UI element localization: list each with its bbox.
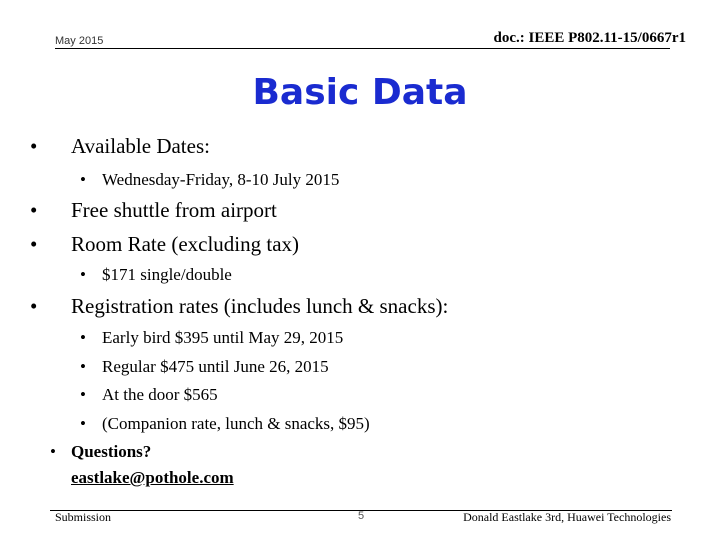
footer-submission: Submission [55, 510, 112, 524]
footer-author: Donald Eastlake 3rd, Huawei Technologies [463, 510, 671, 524]
bullet-text: Registration rates (includes lunch & snacks): [71, 294, 449, 318]
bullet-marker: • [30, 232, 38, 256]
header-doc-id: doc.: IEEE P802.11-15/0667r1 [493, 30, 686, 46]
bullet-text: $171 single/double [102, 265, 232, 284]
bullet-marker: • [30, 198, 38, 222]
bullet-text: Wednesday-Friday, 8-10 July 2015 [102, 170, 340, 189]
bullet-text: Available Dates: [71, 134, 210, 158]
contact-email-line [71, 468, 234, 488]
bullet-text: Free shuttle from airport [71, 198, 277, 222]
bullet-marker: • [50, 442, 56, 461]
header-date: May 2015 [55, 35, 104, 47]
bullet-marker: • [80, 170, 86, 189]
header-divider [55, 48, 670, 49]
footer-page-number: 5 [358, 510, 365, 522]
bullet-marker: • [80, 414, 86, 433]
slide-title: Basic Data [252, 72, 468, 113]
bullet-text: Early bird $395 until May 29, 2015 [102, 328, 344, 347]
contact-email-link[interactable]: eastlake@pothole.com [71, 468, 234, 487]
bullet-marker: • [80, 385, 86, 404]
bullet-marker: • [80, 265, 86, 284]
bullet-text: Questions? [71, 442, 152, 461]
bullet-marker: • [80, 357, 86, 376]
bullet-marker: • [30, 294, 38, 318]
bullet-text: At the door $565 [102, 385, 218, 404]
bullet-text: (Companion rate, lunch & snacks, $95) [102, 414, 370, 433]
bullet-marker: • [80, 328, 86, 347]
bullet-marker: • [30, 134, 38, 158]
bullet-text: Room Rate (excluding tax) [71, 232, 300, 256]
bullet-text: Regular $475 until June 26, 2015 [102, 357, 329, 376]
